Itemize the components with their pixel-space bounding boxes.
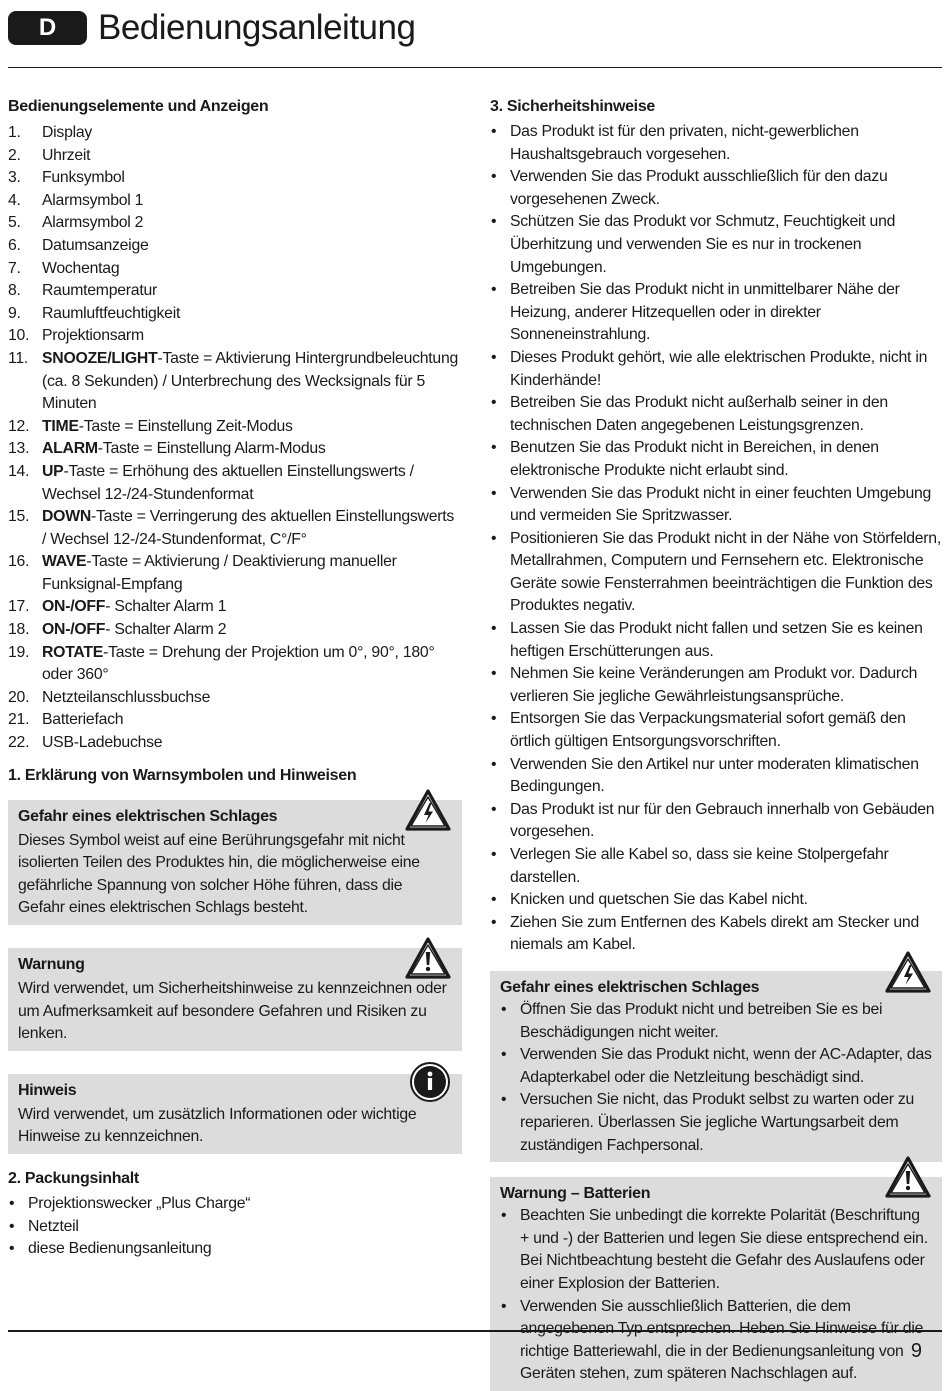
item-number: 22.: [8, 734, 30, 752]
electric-hazard-icon: [404, 788, 452, 832]
item-number: 4.: [8, 191, 21, 209]
item-number: 17.: [8, 598, 30, 616]
item-text: [42, 190, 462, 213]
controls-list: [8, 122, 462, 755]
item-text: [42, 461, 462, 506]
item-description: Raumluftfeuchtigkeit: [42, 304, 181, 322]
key-name: DOWN: [42, 508, 92, 526]
item-text: [42, 642, 462, 687]
document-title: Bedienungsanleitung: [98, 8, 416, 47]
control-item: [8, 438, 462, 461]
list-item: • Projektionswecker „Plus Charge“: [8, 1193, 462, 1216]
item-text: [42, 212, 462, 235]
item-text: [42, 280, 462, 303]
key-name: TIME: [42, 417, 79, 435]
box-title: Gefahr eines elektrischen Schlages: [18, 807, 278, 825]
item-description: - Schalter Alarm 2: [105, 621, 227, 639]
list-item: • Nehmen Sie keine Veränderungen am Produkt vor. Dadurch verlieren Sie jegliche Gewährleistungsansprüche.: [490, 663, 942, 708]
left-column: [8, 96, 462, 1261]
item-text: [42, 732, 462, 755]
item-number: 9.: [8, 304, 21, 322]
key-name: UP: [42, 462, 64, 480]
list-item: • Betreiben Sie das Produkt nicht außerhalb seiner in den technischen Daten angegebenen Leistungsgrenzen.: [490, 392, 942, 437]
control-item: [8, 709, 462, 732]
list-item: • Das Produkt ist nur für den Gebrauch innerhalb von Gebäuden vorgesehen.: [490, 799, 942, 844]
item-text: [42, 687, 462, 710]
item-text: [42, 258, 462, 281]
item-description: Funksymbol: [42, 169, 125, 187]
item-number: 7.: [8, 259, 21, 277]
item-number: 13.: [8, 440, 30, 458]
list-item: • Das Produkt ist für den privaten, nicht-gewerblichen Haushaltsgebrauch vorgesehen.: [490, 121, 942, 166]
control-item: [8, 551, 462, 596]
item-number: 18.: [8, 621, 30, 639]
control-item: [8, 619, 462, 642]
item-number: 3.: [8, 169, 21, 187]
item-text: [42, 235, 462, 258]
item-text: [42, 325, 462, 348]
warning-icon: [404, 936, 452, 980]
box-title: Warnung – Batterien: [500, 1185, 651, 1203]
item-text: [42, 145, 462, 168]
control-item: [8, 145, 462, 168]
right-column: [490, 96, 942, 1391]
list-item: • Beachten Sie unbedingt die korrekte Polarität (Beschriftung + und -) der Batterien und legen Sie diese entsprechend ein. Bei Nichtbeachtung besteht die Gefahr des Auslaufens oder einer Explosion der Batterien.: [500, 1205, 932, 1295]
item-description: -Taste = Aktivierung / Deaktivierung manueller Funksignal-Empfang: [42, 553, 397, 593]
item-description: Uhrzeit: [42, 146, 91, 164]
info-box: [8, 1074, 462, 1154]
list-item: • Verwenden Sie das Produkt nicht in einer feuchten Umgebung und vermeiden Sie Spritzwasser.: [490, 483, 942, 528]
footer-divider: [8, 1330, 942, 1332]
box-title: Warnung: [18, 956, 85, 973]
section1-heading: 1. Erklärung von Warnsymbolen und Hinweisen: [8, 766, 357, 784]
electric-hazard-icon: [884, 950, 932, 994]
item-number: 19.: [8, 643, 30, 661]
control-item: [8, 258, 462, 281]
item-description: - Schalter Alarm 1: [105, 598, 227, 616]
list-item: • Verwenden Sie das Produkt ausschließlich für den dazu vorgesehenen Zweck.: [490, 166, 942, 211]
control-item: [8, 122, 462, 145]
list-item: • Lassen Sie das Produkt nicht fallen und setzen Sie es keinen heftigen Erschütterungen aus.: [490, 618, 942, 663]
item-description: Alarmsymbol 1: [42, 191, 144, 209]
box-text: Wird verwendet, um zusätzlich Informationen oder wichtige Hinweise zu kennzeichnen.: [18, 1105, 417, 1146]
item-description: Datumsanzeige: [42, 236, 149, 254]
box-title: Hinweis: [18, 1081, 77, 1099]
key-name: ON-/OFF: [42, 598, 106, 616]
item-text: [42, 167, 462, 190]
safety-list: [490, 121, 942, 957]
electric-hazard-box: [8, 800, 462, 925]
item-number: 1.: [8, 124, 21, 141]
control-item: [8, 280, 462, 303]
item-description: Raumtemperatur: [42, 282, 158, 300]
control-item: [8, 212, 462, 235]
item-text: [42, 416, 462, 439]
list-item: • Benutzen Sie das Produkt nicht in Bereichen, in denen elektronische Produkte nicht erlaubt sind.: [490, 437, 942, 482]
item-text: [42, 551, 462, 596]
info-icon: [404, 1060, 452, 1104]
item-description: USB-Ladebuchse: [42, 734, 163, 752]
control-item: [8, 235, 462, 258]
list-item: • Dieses Produkt gehört, wie alle elektrischen Produkte, nicht in Kinderhände!: [490, 347, 942, 392]
item-number: 5.: [8, 214, 21, 232]
list-item: • Verwenden Sie den Artikel nur unter moderaten klimatischen Bedingungen.: [490, 754, 942, 799]
controls-heading: Bedienungselemente und Anzeigen: [8, 98, 269, 115]
control-item: [8, 416, 462, 439]
key-name: WAVE: [42, 553, 87, 571]
list-item: • Entsorgen Sie das Verpackungsmaterial sofort gemäß den örtlich gültigen Entsorgungsvorschriften.: [490, 708, 942, 753]
battery-warning-list: [500, 1205, 932, 1386]
item-description: Wochentag: [42, 259, 120, 277]
control-item: [8, 348, 462, 416]
control-item: [8, 303, 462, 326]
list-item: • Verwenden Sie ausschließlich Batterien, die dem angegebenen Typ entsprechen. Heben Sie Hinweise für die richtige Batteriewahl, die in der Bedienungsanleitung von Geräten stehen, zum späteren Nachschlagen auf.: [500, 1296, 932, 1386]
control-item: [8, 732, 462, 755]
box-title: Gefahr eines elektrischen Schlages: [500, 978, 760, 996]
item-description: -Taste = Einstellung Zeit-Modus: [78, 417, 293, 435]
list-item: • Schützen Sie das Produkt vor Schmutz, Feuchtigkeit und Überhitzung und verwenden Sie es nur in trockenen Umgebungen.: [490, 211, 942, 279]
key-name: SNOOZE/LIGHT: [42, 349, 158, 367]
item-text: [42, 348, 462, 416]
key-name: ROTATE: [42, 643, 104, 661]
package-list: [8, 1193, 462, 1261]
key-name: ALARM: [42, 440, 98, 458]
list-item: • Ziehen Sie zum Entfernen des Kabels direkt am Stecker und niemals am Kabel.: [490, 912, 942, 957]
language-badge: D: [8, 11, 87, 45]
item-number: 15.: [8, 508, 30, 526]
electric-hazard-box: [490, 971, 942, 1162]
item-number: 10.: [8, 327, 30, 345]
item-text: [42, 438, 462, 461]
key-name: ON-/OFF: [42, 621, 106, 639]
control-item: [8, 325, 462, 348]
item-number: 2.: [8, 146, 21, 164]
list-item: • diese Bedienungsanleitung: [8, 1238, 462, 1261]
section2-heading: 2. Packungsinhalt: [8, 1169, 139, 1187]
control-item: [8, 687, 462, 710]
item-description: -Taste = Drehung der Projektion um 0°, 90°, 180° oder 360°: [42, 643, 435, 684]
control-item: [8, 167, 462, 190]
box-text: Dieses Symbol weist auf eine Berührungsgefahr mit nicht isolierten Teilen des Produktes hin, die möglicherweise eine gefährliche Spannung von solcher Höhe führen, dass die Gefahr eines elektrischen Schlags besteht.: [18, 831, 420, 917]
electric-hazard-list: [500, 999, 932, 1157]
control-item: [8, 596, 462, 619]
item-number: 14.: [8, 462, 30, 480]
item-text: [42, 596, 462, 619]
item-description: -Taste = Einstellung Alarm-Modus: [97, 440, 326, 458]
header-divider: [8, 67, 942, 68]
item-number: 12.: [8, 417, 30, 435]
control-item: [8, 461, 462, 506]
list-item: • Positionieren Sie das Produkt nicht in der Nähe von Störfeldern, Metallrahmen, Computern und Fernsehern etc. Elektronische Geräte sowie Fensterrahmen beeinträchtigen die Funktion des Produktes negativ.: [490, 528, 942, 618]
list-item: • Verwenden Sie das Produkt nicht, wenn der AC-Adapter, das Adapterkabel oder die Netzleitung beschädigt sind.: [500, 1044, 932, 1089]
item-description: -Taste = Aktivierung Hintergrundbeleuchtung (ca. 8 Sekunden) / Unterbrechung des Wecksignals für 5 Minuten: [42, 349, 459, 413]
item-number: 21.: [8, 711, 30, 729]
item-description: Netzteilanschlussbuchse: [42, 688, 211, 706]
item-text: [42, 506, 462, 551]
item-text: [42, 619, 462, 642]
list-item: • Versuchen Sie nicht, das Produkt selbst zu warten oder zu reparieren. Überlassen Sie jegliche Wartungsarbeit dem zuständigen Fachpersonal.: [500, 1089, 932, 1157]
list-item: • Knicken und quetschen Sie das Kabel nicht.: [490, 889, 942, 912]
warning-box: [8, 948, 462, 1051]
control-item: [8, 190, 462, 213]
page-number: 9: [910, 1340, 922, 1362]
item-text: [42, 122, 462, 145]
control-item: [8, 506, 462, 551]
item-text: [42, 709, 462, 732]
list-item: • Öffnen Sie das Produkt nicht und betreiben Sie es bei Beschädigungen nicht weiter.: [500, 999, 932, 1044]
box-text: Wird verwendet, um Sicherheitshinweise zu kennzeichnen oder um Aufmerksamkeit auf besondere Gefahren und Risiken zu lenken.: [18, 980, 447, 1043]
item-description: -Taste = Verringerung des aktuellen Einstellungswerts / Wechsel 12-/24-Stundenformat, C°/F°: [42, 508, 455, 548]
list-item: • Verlegen Sie alle Kabel so, dass sie keine Stolpergefahr darstellen.: [490, 844, 942, 889]
item-text: [42, 303, 462, 326]
control-item: [8, 642, 462, 687]
item-description: Batteriefach: [42, 711, 124, 729]
battery-warning-box: [490, 1177, 942, 1391]
item-number: 20.: [8, 688, 30, 706]
item-description: -Taste = Erhöhung des aktuellen Einstellungswerts / Wechsel 12-/24-Stundenformat: [42, 462, 414, 503]
item-number: 8.: [8, 282, 21, 300]
item-description: Display: [42, 124, 93, 141]
list-item: • Betreiben Sie das Produkt nicht in unmittelbarer Nähe der Heizung, anderer Hitzequellen oder in direkter Sonneneinstrahlung.: [490, 279, 942, 347]
list-item: • Netzteil: [8, 1216, 462, 1239]
item-number: 11.: [8, 349, 29, 367]
item-description: Projektionsarm: [42, 327, 144, 345]
item-number: 6.: [8, 236, 21, 254]
section3-heading: 3. Sicherheitshinweise: [490, 98, 656, 115]
warning-icon: [884, 1155, 932, 1199]
item-description: Alarmsymbol 2: [42, 214, 144, 232]
item-number: 16.: [8, 553, 30, 571]
